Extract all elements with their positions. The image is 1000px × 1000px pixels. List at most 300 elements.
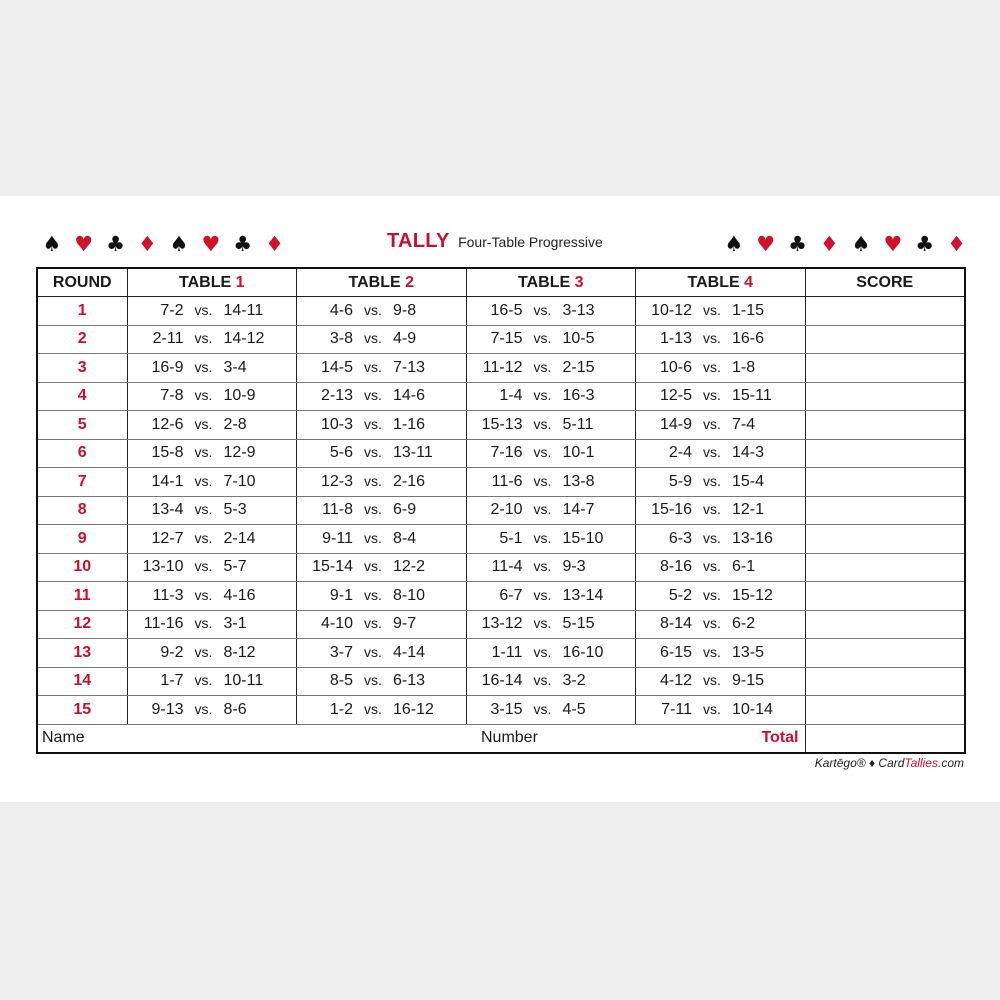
round-number: 8 [37,496,127,525]
diamond-icon: ♦ [265,232,284,256]
pair-b: 4-5 [562,700,586,718]
club-icon: ♣ [233,232,253,256]
table-row [37,297,965,326]
table-3-match [466,439,636,468]
footer-cell [37,724,805,753]
table-4-match [636,297,806,326]
table-4-match [636,382,806,411]
vs-label: vs. [703,415,721,432]
pair-a: 4-10 [320,615,353,633]
pair-a: 11-6 [491,472,523,490]
table-3-match [466,667,636,696]
pair-a: 1-2 [329,700,353,718]
pair-a: 1-13 [659,330,692,348]
table-3-match [466,411,636,440]
pair-b: 3-13 [562,301,595,319]
score-cell[interactable] [805,525,965,554]
pair-a: 2-13 [320,387,353,405]
vs-label: vs. [533,643,552,660]
table-1-match [127,297,297,326]
table-2-match [297,468,467,497]
pair-b: 15-4 [732,472,765,490]
vs-label: vs. [364,472,382,489]
pair-b: 15-12 [732,586,773,604]
table-row [37,525,965,554]
pair-a: 15-8 [151,444,184,462]
table-2-match [297,439,467,468]
vs-label: vs. [194,529,213,546]
pair-a: 15-16 [651,501,692,519]
vs-label: vs. [703,330,721,347]
vs-label: vs. [364,558,382,575]
table-4-match [636,667,806,696]
pair-a: 7-16 [490,444,523,462]
header-table-number: 1 [235,273,245,291]
title-main: TALLY [387,230,450,252]
vs-label: vs. [194,700,213,717]
vs-label: vs. [364,387,382,404]
pair-b: 12-1 [732,501,765,519]
table-3-match [466,325,636,354]
score-cell[interactable] [805,439,965,468]
pair-a: 2-4 [668,444,692,462]
table-4-match [636,525,806,554]
table-4-match [636,468,806,497]
table-2-match [297,667,467,696]
pair-a: 14-5 [320,358,353,376]
vs-label: vs. [194,472,213,489]
pair-b: 2-8 [223,415,247,433]
pair-b: 5-7 [223,558,247,576]
pair-b: 14-12 [223,330,265,348]
table-4-match [636,553,806,582]
header-table-1 [127,268,297,297]
vs-label: vs. [364,586,382,603]
vs-label: vs. [703,672,721,689]
pair-b: 10-1 [562,444,595,462]
score-cell[interactable] [805,354,965,383]
score-cell[interactable] [805,496,965,525]
table-4-match [636,354,806,383]
table-1-match [127,696,297,725]
score-cell[interactable] [805,325,965,354]
pair-b: 13-11 [393,444,433,462]
heart-icon: ♥ [756,232,776,256]
vs-label: vs. [703,586,721,603]
brand-part3: .com [937,756,964,770]
spade-icon: ♠ [42,232,62,256]
vs-label: vs. [194,643,213,660]
pair-a: 1-4 [499,387,523,405]
vs-label: vs. [364,615,382,632]
pair-a: 1-11 [491,643,523,661]
header-table-number: 4 [744,273,753,291]
vs-label: vs. [194,558,213,575]
table-1-match [127,525,297,554]
table-row [37,325,965,354]
vs-label: vs. [364,643,382,660]
pair-a: 3-8 [329,330,353,348]
vs-label: vs. [364,700,382,717]
score-cell[interactable] [805,696,965,725]
pair-a: 14-9 [659,415,692,433]
vs-label: vs. [703,444,721,461]
vs-label: vs. [533,586,552,603]
vs-label: vs. [533,444,552,461]
pair-a: 15-13 [481,415,523,433]
pair-b: 3-1 [223,615,247,633]
vs-label: vs. [703,301,721,318]
vs-label: vs. [703,358,721,375]
pair-a: 7-11 [661,700,692,718]
footer-name-label: Name [42,728,85,746]
table-4-match [636,696,806,725]
vs-label: vs. [533,615,552,632]
vs-label: vs. [533,700,552,717]
footer-total-label: Total [761,728,799,746]
pair-a: 5-2 [668,586,692,604]
table-4-match [636,411,806,440]
pair-a: 16-9 [151,358,184,376]
table-3-match [466,553,636,582]
diamond-icon: ♦ [819,232,839,256]
pair-b: 8-6 [223,700,247,718]
round-number: 10 [37,553,127,582]
table-1-match [127,325,297,354]
pair-a: 12-3 [320,472,353,490]
pair-a: 3-7 [329,643,353,661]
table-2-match [297,382,467,411]
vs-label: vs. [194,444,213,461]
pair-a: 6-7 [499,586,523,604]
score-cell[interactable] [805,667,965,696]
pair-a: 9-13 [151,700,184,718]
table-3-match [466,610,636,639]
vs-label: vs. [194,358,213,375]
spade-icon: ♠ [851,232,871,256]
pair-b: 16-6 [732,330,765,348]
table-row [37,439,965,468]
pair-b: 14-11 [223,301,264,319]
vs-label: vs. [703,558,721,575]
table-row [37,468,965,497]
table-2-match [297,411,467,440]
round-number: 11 [37,582,127,611]
score-cell[interactable] [805,382,965,411]
pair-b: 13-14 [562,586,604,604]
pair-a: 2-10 [490,501,523,519]
round-number: 6 [37,439,127,468]
pair-b: 16-10 [562,643,604,661]
vs-label: vs. [703,472,721,489]
pair-b: 6-13 [393,672,426,690]
vs-label: vs. [703,387,721,404]
table-3-match [466,496,636,525]
pair-a: 8-14 [659,615,692,633]
table-1-match [127,639,297,668]
round-number: 12 [37,610,127,639]
table-4-match [636,325,806,354]
table-1-match [127,439,297,468]
pair-b: 3-2 [562,672,586,690]
pair-b: 7-4 [732,415,756,433]
vs-label: vs. [194,301,213,318]
pair-b: 14-6 [393,387,426,405]
pair-b: 14-7 [562,501,595,519]
table-2-match [297,325,467,354]
club-icon: ♣ [788,232,807,256]
pair-a: 6-3 [668,529,692,547]
table-row [37,354,965,383]
pair-a: 10-6 [659,358,692,376]
table-3-match [466,582,636,611]
header-round: ROUND [37,268,127,297]
header-table-word: TABLE [179,273,232,291]
round-number: 13 [37,639,127,668]
header-row [37,268,965,297]
pair-a: 6-15 [659,643,692,661]
table-1-match [127,354,297,383]
vs-label: vs. [364,301,382,318]
vs-label: vs. [703,529,721,546]
pair-a: 12-6 [151,415,184,433]
table-4-match [636,582,806,611]
pair-a: 7-8 [160,387,184,405]
pair-a: 15-14 [312,558,353,576]
brand-part1: Kartēgo® ♦ Card [814,756,905,770]
vs-label: vs. [533,472,552,489]
pair-b: 2-14 [223,529,256,547]
pair-a: 13-12 [481,615,523,633]
pair-b: 8-4 [393,529,417,547]
pair-b: 2-16 [393,472,426,490]
vs-label: vs. [194,387,213,404]
pair-b: 8-10 [393,586,426,604]
brand-part2: Tallies [904,756,938,770]
table-row [37,382,965,411]
score-cell[interactable] [805,468,965,497]
round-number: 5 [37,411,127,440]
vs-label: vs. [533,387,552,404]
pair-a: 9-1 [329,586,353,604]
table-2-match [297,582,467,611]
pair-b: 6-1 [732,558,756,576]
pair-b: 15-10 [562,529,604,547]
vs-label: vs. [364,529,382,546]
suit-row-right [718,232,972,256]
table-row [37,496,965,525]
pair-a: 8-16 [659,558,692,576]
pair-a: 13-4 [151,501,184,519]
table-3-match [466,297,636,326]
pair-a: 1-7 [160,672,184,690]
table-2-match [297,696,467,725]
pair-a: 11-16 [143,615,184,633]
pair-b: 10-14 [732,700,773,718]
round-number: 2 [37,325,127,354]
pair-a: 10-3 [320,415,353,433]
vs-label: vs. [533,529,552,546]
vs-label: vs. [194,615,213,632]
diamond-icon: ♦ [137,232,157,256]
pair-b: 9-3 [562,558,586,576]
pair-a: 2-11 [152,330,184,348]
pair-b: 16-3 [562,387,595,405]
pair-b: 5-11 [562,415,594,433]
pair-a: 12-7 [151,529,184,547]
vs-label: vs. [364,501,382,518]
table-3-match [466,525,636,554]
vs-label: vs. [194,586,213,603]
pair-b: 10-9 [223,387,256,405]
table-2-match [297,496,467,525]
pair-b: 1-8 [732,358,756,376]
header-table-number: 2 [405,273,414,291]
vs-label: vs. [533,558,552,575]
pair-a: 13-10 [142,558,184,576]
footer-number-label: Number [481,728,538,746]
table-2-match [297,610,467,639]
page-title [387,230,603,258]
pair-a: 12-5 [659,387,692,405]
table-row [37,667,965,696]
pair-b: 13-16 [732,529,773,547]
pair-b: 10-5 [562,330,595,348]
diamond-icon: ♦ [947,232,966,256]
score-cell[interactable] [805,411,965,440]
brand-footer [815,756,964,770]
tally-table [36,267,966,754]
vs-label: vs. [533,330,552,347]
table-row [37,582,965,611]
pair-a: 5-9 [668,472,692,490]
table-row [37,610,965,639]
pair-b: 13-8 [562,472,595,490]
score-cell[interactable] [805,639,965,668]
table-3-match [466,354,636,383]
table-1-match [127,411,297,440]
vs-label: vs. [364,358,382,375]
pair-b: 14-3 [732,444,765,462]
pair-b: 1-16 [393,415,426,433]
pair-b: 5-15 [562,615,595,633]
vs-label: vs. [364,672,382,689]
round-number: 1 [37,297,127,326]
header-table-4 [636,268,806,297]
table-3-match [466,696,636,725]
header-table-word: TABLE [518,273,571,291]
club-icon: ♣ [106,232,125,256]
pair-b: 4-9 [393,330,417,348]
pair-b: 15-11 [732,387,772,405]
pair-a: 4-12 [659,672,692,690]
header-table-word: TABLE [687,273,740,291]
pair-a: 4-6 [329,301,353,319]
round-number: 7 [37,468,127,497]
table-3-match [466,382,636,411]
pair-b: 12-9 [223,444,256,462]
title-subtitle: Four-Table Progressive [458,234,603,250]
pair-a: 16-5 [490,301,523,319]
header-score: SCORE [805,268,965,297]
table-4-match [636,496,806,525]
vs-label: vs. [194,330,213,347]
pair-b: 3-4 [223,358,247,376]
total-score-cell[interactable] [805,724,965,753]
table-row [37,696,965,725]
vs-label: vs. [194,501,213,518]
vs-label: vs. [194,672,213,689]
footer-row [37,724,965,753]
table-1-match [127,382,297,411]
table-row [37,553,965,582]
pair-a: 5-1 [499,529,523,547]
pair-a: 11-4 [491,558,523,576]
heart-icon: ♥ [74,232,94,256]
vs-label: vs. [533,501,552,518]
heart-icon: ♥ [201,232,221,256]
score-cell[interactable] [805,553,965,582]
pair-b: 2-15 [562,358,595,376]
table-4-match [636,639,806,668]
table-2-match [297,639,467,668]
table-2-match [297,525,467,554]
pair-b: 6-2 [732,615,756,633]
vs-label: vs. [364,444,382,461]
vs-label: vs. [364,330,382,347]
table-1-match [127,468,297,497]
table-4-match [636,439,806,468]
table-3-match [466,468,636,497]
round-number: 4 [37,382,127,411]
vs-label: vs. [364,415,382,432]
round-number: 14 [37,667,127,696]
round-number: 15 [37,696,127,725]
pair-b: 9-15 [732,672,765,690]
header-table-word: TABLE [348,273,401,291]
pair-a: 11-3 [152,586,184,604]
score-cell[interactable] [805,610,965,639]
pair-b: 9-8 [393,301,417,319]
vs-label: vs. [703,501,721,518]
table-1-match [127,582,297,611]
table-4-match [636,610,806,639]
table-2-match [297,354,467,383]
vs-label: vs. [533,672,552,689]
vs-label: vs. [703,615,721,632]
pair-a: 5-6 [329,444,353,462]
pair-b: 9-7 [393,615,417,633]
table-1-match [127,496,297,525]
pair-b: 16-12 [393,700,434,718]
table-row [37,411,965,440]
pair-a: 7-2 [160,301,184,319]
header-table-3 [466,268,636,297]
pair-b: 4-14 [393,643,426,661]
spade-icon: ♠ [724,232,744,256]
club-icon: ♣ [915,232,935,256]
score-cell[interactable] [805,582,965,611]
pair-b: 13-5 [732,643,765,661]
score-cell[interactable] [805,297,965,326]
pair-a: 8-5 [329,672,353,690]
vs-label: vs. [533,415,552,432]
table-2-match [297,297,467,326]
pair-b: 6-9 [393,501,417,519]
suit-row-left [36,232,290,256]
table-1-match [127,667,297,696]
table-2-match [297,553,467,582]
